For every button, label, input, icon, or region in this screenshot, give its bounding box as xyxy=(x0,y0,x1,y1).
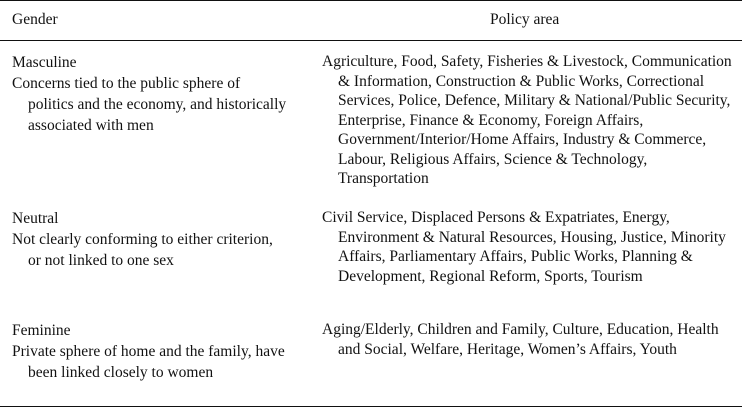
header-rule xyxy=(0,40,742,41)
gender-name: Masculine xyxy=(12,54,77,71)
column-header-gender: Gender xyxy=(12,11,58,28)
table-top-rule xyxy=(0,0,742,1)
gender-name: Neutral xyxy=(12,210,59,227)
gender-description: Not clearly conforming to either criterion, or not linked to one sex xyxy=(12,231,273,269)
policy-area-cell: Aging/Elderly, Children and Family, Culture, Education, Health and Social, Welfare, Heritage, Women’s Affairs, Youth xyxy=(322,321,719,358)
gender-description: Private sphere of home and the family, have been linked closely to women xyxy=(12,343,285,381)
gender-description: Concerns tied to the public sphere of politics and the economy, and historically associated with men xyxy=(12,75,287,134)
gender-cell xyxy=(12,320,302,383)
column-header-policy-area: Policy area xyxy=(490,11,560,28)
policy-area-cell: Civil Service, Displaced Persons & Expatriates, Energy, Environment & Natural Resources, Housing, Justice, Minority Affairs, Parliamentary Affairs, Public Works, Planning & Development, Regional Reform, Sports, Tourism xyxy=(322,209,726,285)
table-bottom-rule xyxy=(0,406,742,407)
gender-name: Feminine xyxy=(12,322,71,339)
gender-cell xyxy=(12,52,302,136)
policy-area-cell: Agriculture, Food, Safety, Fisheries & Livestock, Communication & Information, Construction & Public Works, Correctional Services, Police, Defence, Military & National/Public Security, Enterprise, Finance & Economy, Foreign Affairs, Government/Interior/Home Affairs, Industry & Commerce, Labour, Religious Affairs, Science & Technology, Transportation xyxy=(322,53,732,187)
gender-cell xyxy=(12,208,302,271)
